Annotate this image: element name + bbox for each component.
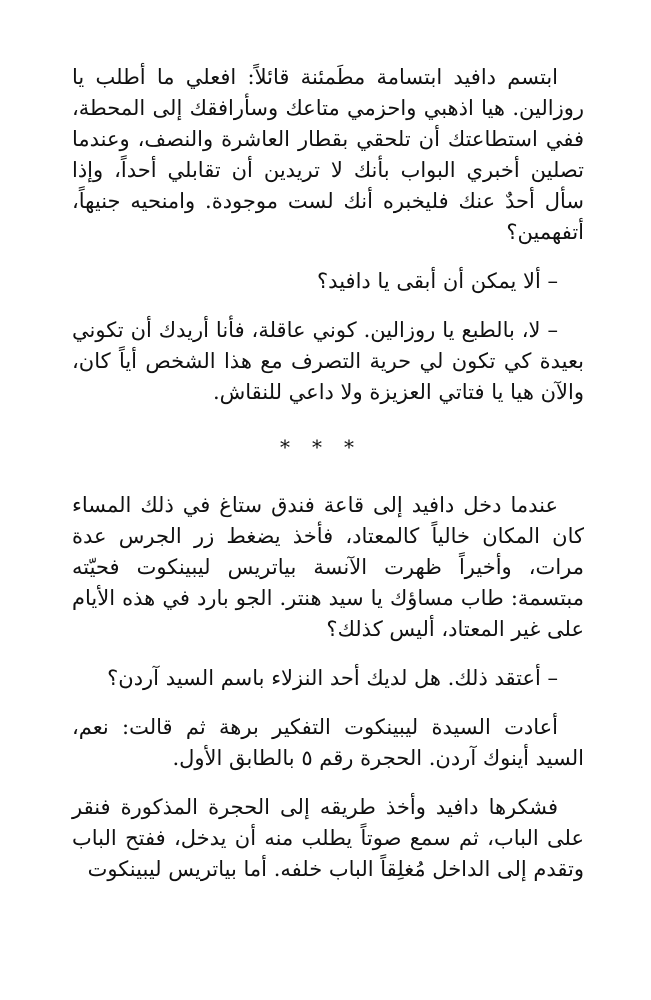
paragraph-3: أعادت السيدة ليبينكوت التفكير برهة ثم قالت: نعم، السيد أينوك آردن. الحجرة رقم ٥ بالطابق الأول. bbox=[72, 715, 584, 770]
separator-star: * bbox=[312, 435, 344, 459]
dialog-line-1: – ألا يمكن أن أبقى يا دافيد؟ bbox=[317, 269, 558, 293]
section-separator bbox=[72, 432, 584, 462]
separator-star: * bbox=[344, 435, 376, 459]
paragraph-2: عندما دخل دافيد إلى قاعة فندق ستاغ في ذلك المساء كان المكان خالياً كالمعتاد، فأخذ يضغط زر الجرس عدة مرات، وأخيراً ظهرت الآنسة بياتريس ليبينكوت فحيّته مبتسمة: طاب مساؤك يا سيد هنتر. الجو بارد في هذه الأيام على غير المعتاد، أليس كذلك؟ bbox=[72, 493, 584, 641]
dialog-line-2: – لا، بالطبع يا روزالين. كوني عاقلة، فأنا أريدك أن تكوني بعيدة كي تكون لي حرية التصرف مع هذا الشخص أياً كان، والآن هيا يا فتاتي العزيزة ولا داعي للنقاش. bbox=[72, 318, 584, 404]
paragraph-1: ابتسم دافيد ابتسامة مطَمئنة قائلاً: افعلي ما أطلب يا روزالين. هيا اذهبي واحزمي متاعك وسأرافقك إلى المحطة، ففي استطاعتك أن تلحقي بقطار العاشرة والنصف، وعندما تصلين أخبري البواب بأنك لا تريدين أن تقابلي أحداً، وإذا سأل أحدٌ عنك فليخبره أنك لست موجودة. وامنحيه جنيهاً، أتفهمين؟ bbox=[72, 65, 584, 244]
dialog-line-3: – أعتقد ذلك. هل لديك أحد النزلاء باسم السيد آردن؟ bbox=[107, 666, 558, 690]
paragraph-4: فشكرها دافيد وأخذ طريقه إلى الحجرة المذكورة فنقر على الباب، ثم سمع صوتاً يطلب منه أن يدخل، ففتح الباب وتقدم إلى الداخل مُغلِقاً الباب خلفه. أما بياتريس ليبينكوت bbox=[72, 795, 584, 881]
separator-star: * bbox=[280, 435, 312, 459]
book-page bbox=[72, 62, 584, 885]
